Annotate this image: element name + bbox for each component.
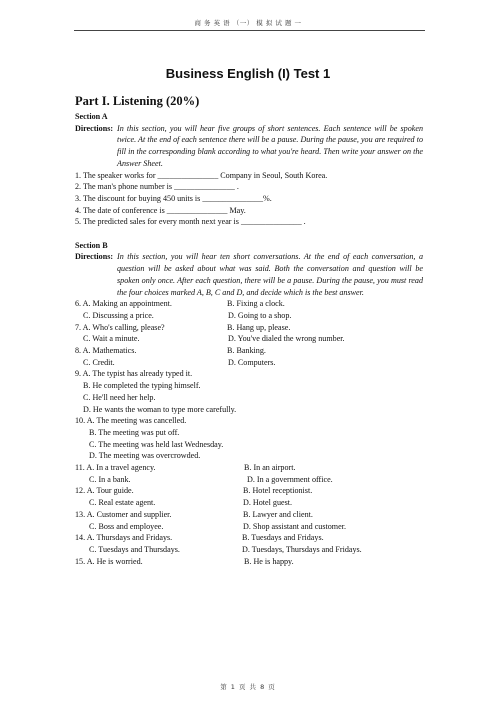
question-11-row-2 (75, 474, 423, 486)
question-7-row-1 (75, 322, 423, 334)
choice-b: B. Hotel receptionist. (243, 486, 313, 496)
choice-b: B. Hang up, please. (227, 322, 291, 332)
question-12-row-2 (75, 497, 423, 509)
question-8-row-1 (75, 345, 423, 357)
choice-a: 12. A. Tour guide. (75, 486, 134, 496)
question-8-row-2 (75, 357, 423, 369)
choice-d: D. Tuesdays, Thursdays and Fridays. (242, 545, 362, 554)
page-header: 商 务 英 语 （一） 模 拟 试 题 一 (194, 19, 302, 27)
question-4: 4. The date of conference is _______________ May. (75, 205, 246, 215)
question-10-choice-a: 10. A. The meeting was cancelled. (75, 416, 187, 426)
question-10-choice-c: C. The meeting was held last Wednesday. (89, 439, 224, 449)
choice-a: 7. A. Who's calling, please? (75, 322, 165, 332)
part-heading: Part I. Listening (20%) (75, 94, 200, 108)
question-9-choice-c: C. He'll need her help. (83, 392, 156, 402)
choice-d: D. In a government office. (247, 474, 333, 484)
question-10-choice-b: B. The meeting was put off. (89, 427, 180, 437)
choice-c: C. Tuesdays and Thursdays. (89, 545, 180, 554)
document-title: Business English (I) Test 1 (165, 66, 331, 81)
choice-b: B. Fixing a clock. (227, 299, 285, 309)
question-6-row-1 (75, 298, 423, 310)
choice-b: B. In an airport. (244, 463, 296, 473)
choice-c: C. Credit. (83, 357, 115, 367)
section-a-label: Section A (75, 112, 108, 121)
question-9-choice-a: 9. A. The typist has already typed it. (75, 369, 193, 379)
choice-c: C. Boss and employee. (89, 521, 164, 531)
question-14-row-1 (75, 532, 423, 544)
document-body (75, 111, 423, 567)
question-14-row-2 (75, 544, 423, 556)
choice-c: C. Discussing a price. (83, 310, 154, 320)
question-5: 5. The predicted sales for every month next year is _______________ . (75, 217, 306, 227)
directions-text: In this section, you will hear five groups of short sentences. Each sentence will be spoken twice. At the end of each sentence there will be a pause. During the pause, you are required to fill in the corresponding blank according to what you're heard. Then write your answer on the Answer Sheet. (117, 123, 423, 168)
spacer (75, 228, 423, 240)
choice-c: C. In a bank. (89, 474, 131, 484)
section-b-directions (75, 251, 423, 298)
choice-a: 13. A. Customer and supplier. (75, 509, 172, 519)
directions-text: In this section, you will hear ten short conversations. At the end of each conversation, a question will be asked about what was said. Both the conversation and question will be spoken only once. After each question, there will be a pause. During the pause, you must read the four choices marked A, B, C and D, and decide which is the best answer. (117, 252, 423, 297)
section-b-label: Section B (75, 240, 108, 250)
question-15-row-1 (75, 556, 423, 568)
header-rule (74, 30, 425, 31)
choice-a: 14. A. Thursdays and Fridays. (75, 533, 173, 543)
choice-d: D. You've dialed the wrong number. (228, 334, 345, 344)
directions-label: Directions: (75, 123, 114, 133)
question-12-row-1 (75, 485, 423, 497)
directions-label: Directions: (75, 252, 114, 262)
section-a-directions (75, 123, 423, 170)
choice-a: 8. A. Mathematics. (75, 346, 137, 356)
choice-d: D. Shop assistant and customer. (243, 521, 346, 531)
question-9-choice-b: B. He completed the typing himself. (83, 381, 201, 391)
question-2: 2. The man's phone number is _______________ . (75, 182, 239, 192)
question-13-row-2 (75, 521, 423, 533)
choice-c: C. Wait a minute. (83, 334, 140, 344)
choice-b: B. Tuesdays and Fridays. (242, 533, 324, 543)
question-1: 1. The speaker works for _______________ Company in Seoul, South Korea. (75, 170, 328, 180)
question-11-row-1 (75, 462, 423, 474)
question-7-row-2 (75, 333, 423, 345)
choice-a: 11. A. In a travel agency. (75, 463, 156, 473)
choice-a: 15. A. He is worried. (75, 556, 143, 566)
choice-b: B. Lawyer and client. (243, 509, 313, 519)
choice-b: B. Banking. (227, 346, 266, 356)
choice-c: C. Real estate agent. (89, 498, 156, 508)
question-9-choice-d: D. He wants the woman to type more carefully. (83, 404, 237, 414)
question-3: 3. The discount for buying 450 units is _______________%. (75, 193, 272, 203)
choice-d: D. Computers. (228, 357, 276, 367)
choice-d: D. Hotel guest. (243, 498, 293, 508)
page-footer: 第 1 页 共 8 页 (220, 683, 276, 691)
question-13-row-1 (75, 509, 423, 521)
choice-b: B. He is happy. (244, 556, 294, 566)
question-6-row-2 (75, 310, 423, 322)
question-10-choice-d: D. The meeting was overcrowded. (89, 451, 201, 461)
choice-a: 6. A. Making an appointment. (75, 299, 172, 309)
choice-d: D. Going to a shop. (228, 310, 292, 320)
